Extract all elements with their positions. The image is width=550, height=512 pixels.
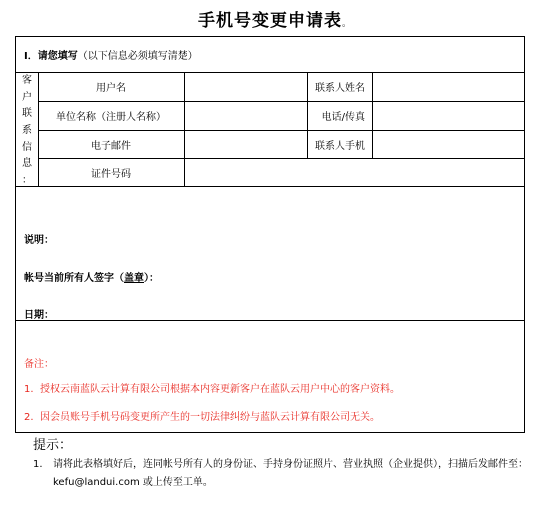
tips-text: 请将此表格填好后，连同帐号所有人的身份证、手持身份证照片、营业执照（企业提供），扫描后发邮件至：kefu@landui.com 或上传至工单。	[53, 459, 528, 488]
username-input[interactable]	[184, 72, 307, 101]
customer-info-label	[16, 73, 38, 186]
side-char: 系	[22, 124, 32, 136]
phone-fax-input[interactable]	[372, 101, 524, 130]
remark-item	[24, 380, 400, 395]
date-label: 日期：	[24, 310, 54, 321]
email-label: 电子邮件	[91, 140, 131, 152]
remark-number: 1.	[24, 384, 34, 395]
section-hint: （以下信息必须填写清楚）	[77, 51, 198, 62]
section-header	[24, 47, 198, 62]
contact-mobile-input[interactable]	[372, 130, 524, 158]
contact-mobile-label: 联系人手机	[315, 140, 365, 152]
remark-text: 因会员账号手机号码变更所产生的一切法律纠纷与蓝队云计算有限公司无关。	[40, 412, 380, 423]
title-mark: 。	[341, 19, 352, 29]
email-input[interactable]	[184, 130, 307, 158]
remark-text: 授权云南蓝队云计算有限公司根据本内容更新客户在蓝队云用户中心的客户资料。	[40, 384, 400, 395]
side-char: 信	[22, 141, 32, 153]
company-name-input[interactable]	[184, 101, 307, 130]
company-name-label: 单位名称（注册人名称）	[56, 112, 166, 123]
signature-prefix: 帐号当前所有人签字（	[24, 273, 124, 284]
signature-seal: 盖章	[124, 273, 144, 284]
page-title	[0, 6, 550, 31]
phone-fax-label: 电话/传真	[321, 112, 365, 123]
side-char: ：	[22, 174, 32, 186]
divider	[16, 320, 524, 321]
tips-title: 提示：	[33, 438, 73, 453]
remark-item	[24, 408, 380, 423]
description-label: 说明：	[24, 235, 54, 246]
side-char: 客	[22, 75, 32, 86]
id-number-input[interactable]	[184, 158, 524, 186]
side-char: 联	[22, 108, 32, 120]
side-char: 户	[22, 91, 32, 103]
title-text: 手机号变更申请表	[197, 11, 342, 31]
remarks-title: 备注：	[24, 359, 54, 370]
username-label: 用户名	[96, 83, 126, 94]
contact-name-label: 联系人姓名	[315, 83, 365, 94]
contact-name-input[interactable]	[372, 72, 524, 101]
divider	[16, 186, 524, 187]
id-number-label: 证件号码	[91, 168, 131, 180]
signature-suffix: ）：	[144, 273, 159, 284]
section-label: I．请您填写	[24, 51, 78, 62]
signature-label	[24, 269, 159, 284]
tips-number: 1.	[33, 459, 43, 470]
remark-number: 2.	[24, 412, 34, 423]
side-char: 息	[22, 158, 32, 170]
application-form	[15, 36, 525, 433]
